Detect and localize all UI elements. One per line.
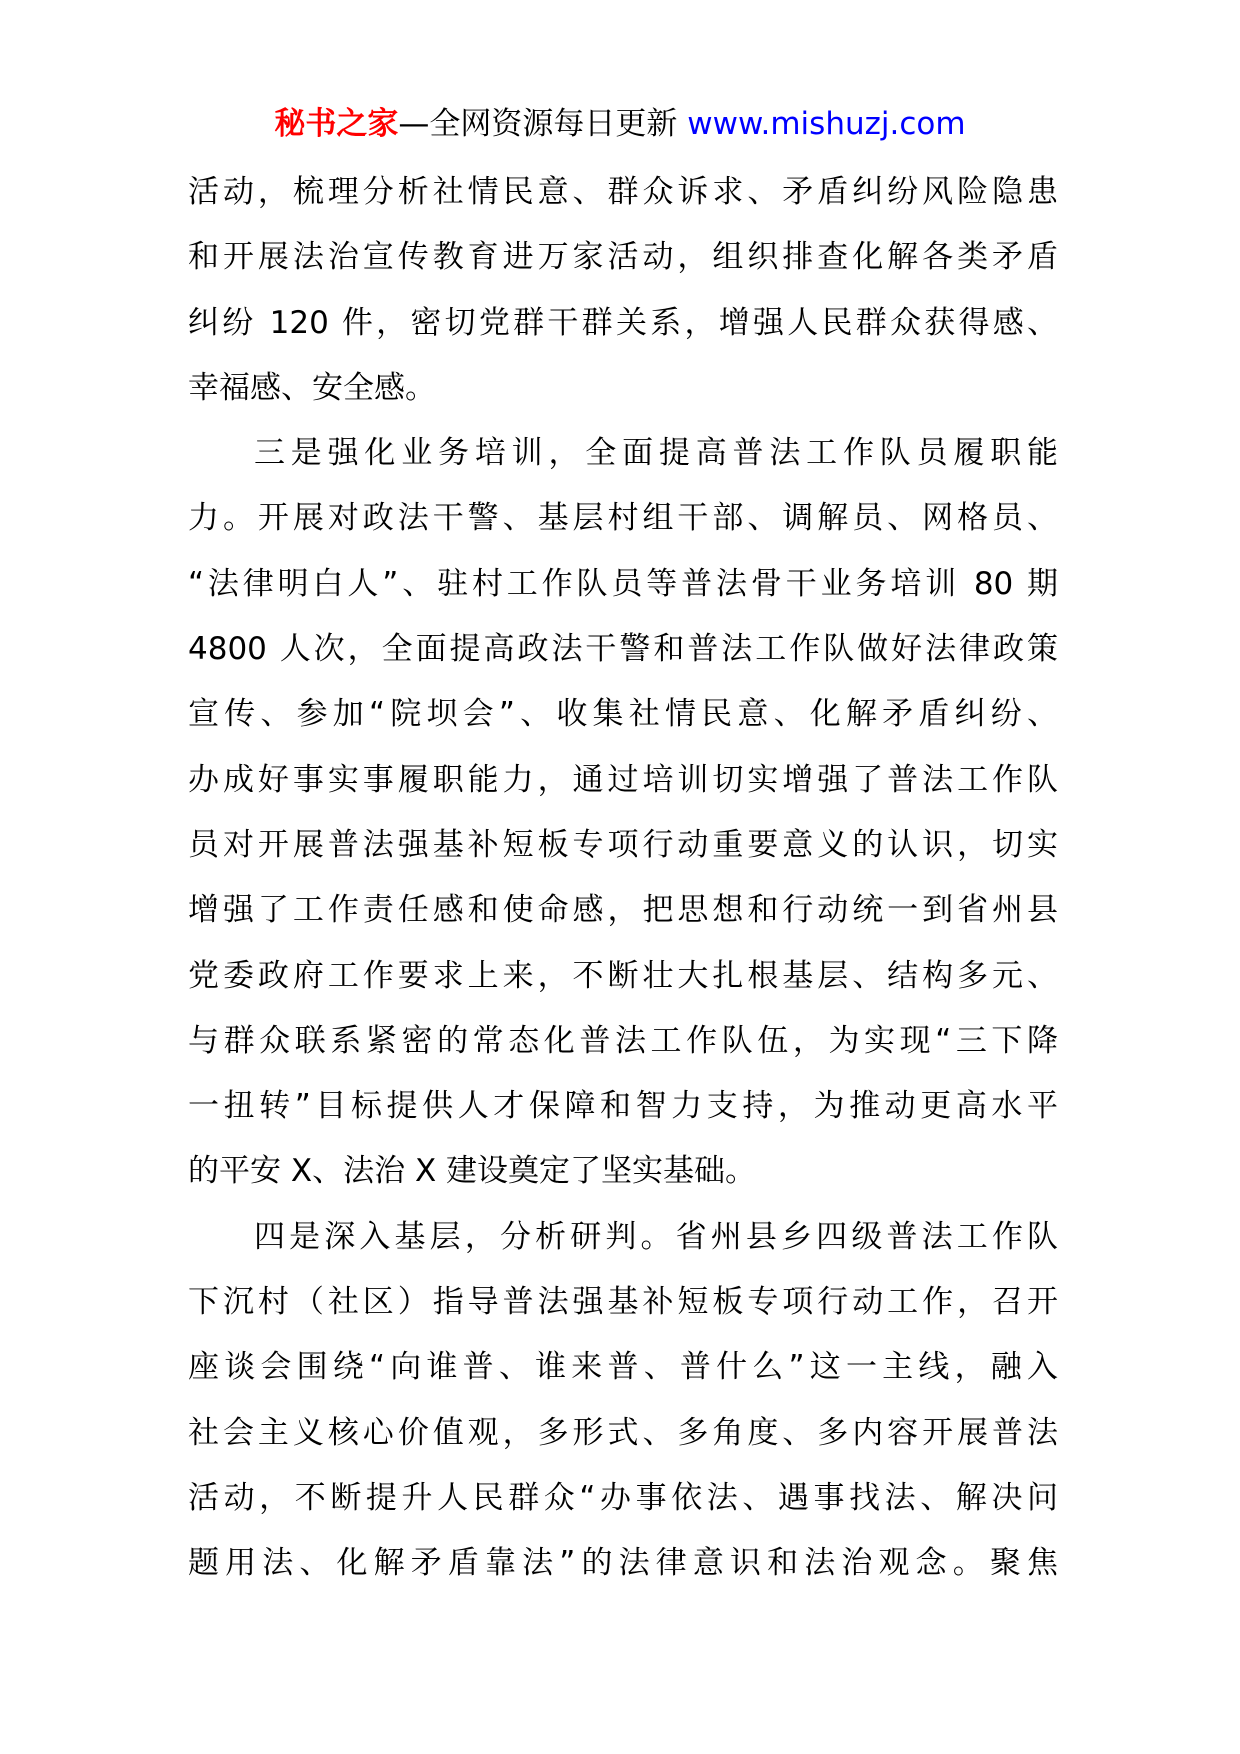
- text-line: 三是强化业务培训，全面提高普法工作队员履职能: [254, 435, 1058, 472]
- text-line: 的平安 X、法治 X 建设奠定了坚实基础。: [188, 1153, 757, 1190]
- text-line: 力。开展对政法干警、基层村组干部、调解员、网格员、: [188, 500, 1058, 537]
- site-header: [0, 104, 1240, 144]
- text-line: 社会主义核心价值观，多形式、多角度、多内容开展普法: [188, 1414, 1058, 1451]
- text-line: 下沉村（社区）指导普法强基补短板专项行动工作，召开: [188, 1284, 1058, 1321]
- text-line: 员对开展普法强基补短板专项行动重要意义的认识，切实: [188, 826, 1058, 863]
- text-line: 和开展法治宣传教育进万家活动，组织排查化解各类矛盾: [188, 239, 1058, 276]
- text-line: 纠纷 120 件，密切党群干群关系，增强人民群众获得感、: [188, 304, 1058, 341]
- text-line: 一扭转”目标提供人才保障和智力支持，为推动更高水平: [188, 1088, 1058, 1125]
- text-line: 与群众联系紧密的常态化普法工作队伍，为实现“三下降: [188, 1022, 1058, 1059]
- text-line: 办成好事实事履职能力，通过培训切实增强了普法工作队: [188, 761, 1058, 798]
- text-line: 幸福感、安全感。: [188, 369, 436, 406]
- text-line: 座谈会围绕“向谁普、谁来普、普什么”这一主线，融入: [188, 1349, 1058, 1386]
- header-tagline: —全网资源每日更新: [398, 106, 678, 142]
- text-line: 四是深入基层，分析研判。省州县乡四级普法工作队: [254, 1218, 1058, 1255]
- text-line: 4800 人次，全面提高政法干警和普法工作队做好法律政策: [188, 631, 1058, 668]
- document-body: [188, 160, 1058, 1597]
- brand-name: 秘书之家: [274, 106, 399, 142]
- text-line: 活动，梳理分析社情民意、群众诉求、矛盾纠纷风险隐患: [188, 174, 1058, 210]
- text-line: 党委政府工作要求上来，不断壮大扎根基层、结构多元、: [188, 957, 1058, 994]
- text-line: “法律明白人”、驻村工作队员等普法骨干业务培训 80 期: [188, 565, 1058, 602]
- text-line: 活动，不断提升人民群众“办事依法、遇事找法、解决问: [188, 1479, 1058, 1516]
- text-line: 题用法、化解矛盾靠法”的法律意识和法治观念。聚焦: [188, 1545, 1058, 1582]
- text-line: 增强了工作责任感和使命感，把思想和行动统一到省州县: [188, 892, 1058, 929]
- text-line: 宣传、参加“院坝会”、收集社情民意、化解矛盾纠纷、: [188, 696, 1058, 733]
- site-url-link[interactable]: www.mishuzj.com: [687, 106, 966, 142]
